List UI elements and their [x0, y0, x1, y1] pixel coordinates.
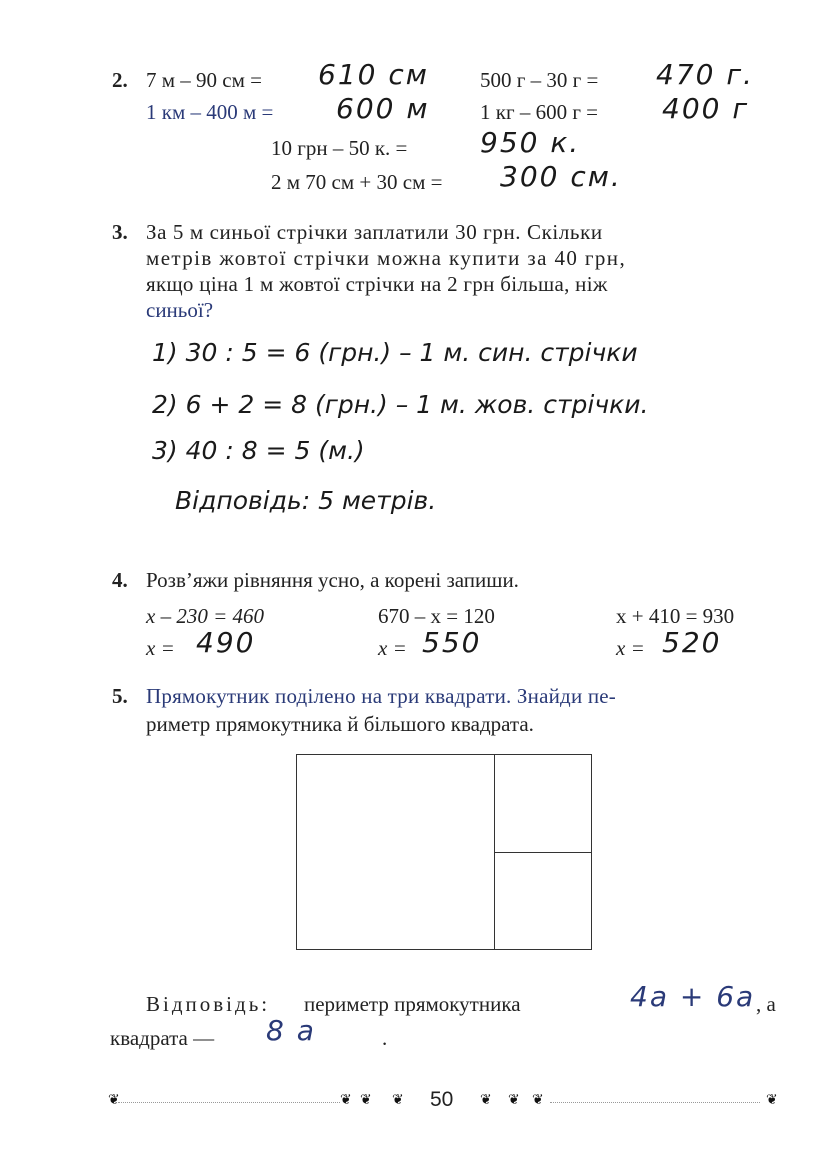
expression: 10 грн – 50 к. = [271, 136, 408, 160]
equation: x + 410 = 930 [616, 604, 735, 628]
handwritten-answer: 8 a [266, 1014, 316, 1047]
ornament-icon: ❦ [532, 1092, 544, 1108]
handwritten-answer: 600 м [336, 92, 430, 125]
task-text: метрів жовтої стрічки можна купити за 40 грн, [146, 246, 627, 270]
handwritten-answer: 490 [196, 626, 256, 659]
task-text: якщо ціна 1 м жовтої стрічки на 2 грн більша, ніж [146, 272, 608, 296]
task-number: 3. [112, 220, 128, 244]
ornament-icon: ❦ [766, 1092, 778, 1108]
task-text: Розв’яжи рівняння усно, а корені запиши. [146, 568, 519, 592]
ornament-icon: ❦ [480, 1092, 492, 1108]
task-text: синьої? [146, 298, 214, 322]
handwritten-solution-line: 2) 6 + 2 = 8 (грн.) – 1 м. жов. стрічки. [152, 390, 649, 419]
handwritten-solution-line: 1) 30 : 5 = 6 (грн.) – 1 м. син. стрічки [152, 338, 638, 367]
handwritten-answer: 610 см [318, 58, 429, 91]
task-text: Прямокутник поділено на три квадрати. Знайди пе- [146, 684, 616, 708]
handwritten-answer: 300 см. [500, 160, 622, 193]
ornament-icon: ❦ [392, 1092, 404, 1108]
dotted-rule [118, 1102, 340, 1103]
page-footer [108, 1088, 778, 1118]
answer-label: Відповідь: [146, 992, 271, 1016]
handwritten-answer: 4a + 6a [630, 980, 756, 1013]
task-number: 5. [112, 684, 128, 708]
page-number: 50 [430, 1088, 454, 1111]
ornament-icon: ❦ [360, 1092, 372, 1108]
equation-label: x = [146, 636, 175, 660]
answer-text: периметр прямокутника [304, 992, 521, 1016]
equation-label: x = [378, 636, 407, 660]
equation: 670 – x = 120 [378, 604, 495, 628]
task-text: риметр прямокутника й більшого квадрата. [146, 712, 534, 736]
expression: 1 кг – 600 г = [480, 100, 599, 124]
handwritten-answer: 470 г. [656, 58, 754, 91]
expression: 500 г – 30 г = [480, 68, 599, 92]
expression: 1 км – 400 м = [146, 100, 274, 124]
handwritten-answer: 520 [662, 626, 722, 659]
handwritten-answer: 400 г [662, 92, 750, 125]
handwritten-solution-line: 3) 40 : 8 = 5 (м.) [152, 436, 365, 465]
handwritten-answer: 550 [422, 626, 482, 659]
answer-text: . [382, 1026, 388, 1050]
dotted-rule [550, 1102, 760, 1103]
task-number: 2. [112, 68, 128, 92]
answer-text: , а [756, 992, 776, 1016]
equation-label: x = [616, 636, 645, 660]
ornament-icon: ❦ [108, 1092, 120, 1108]
divider-line [494, 852, 591, 853]
answer-text: квадрата — [110, 1026, 215, 1050]
ornament-icon: ❦ [508, 1092, 520, 1108]
handwritten-answer: 950 к. [480, 126, 581, 159]
ornament-icon: ❦ [340, 1092, 352, 1108]
task-text: За 5 м синьої стрічки заплатили 30 грн. Скільки [146, 220, 603, 244]
expression: 2 м 70 см + 30 см = [271, 170, 443, 194]
equation: x – 230 = 460 [146, 604, 264, 628]
handwritten-answer: Відповідь: 5 метрів. [175, 486, 437, 515]
rectangle-three-squares-figure [296, 754, 592, 950]
expression: 7 м – 90 см = [146, 68, 262, 92]
task-number: 4. [112, 568, 128, 592]
